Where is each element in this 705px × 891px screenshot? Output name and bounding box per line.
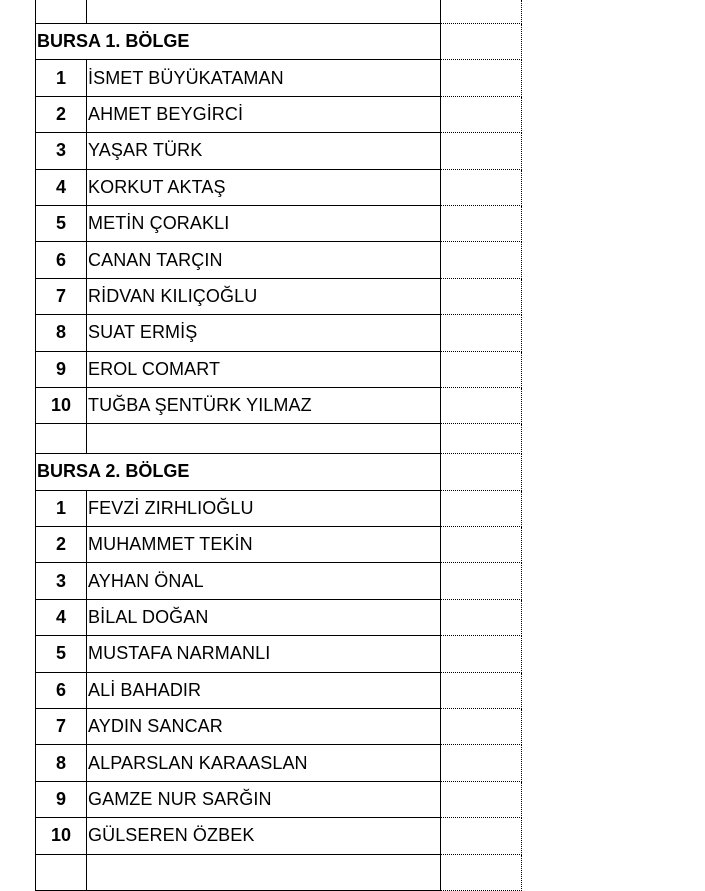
row-number: 7: [35, 279, 87, 315]
blank-extra-cell: [441, 279, 522, 315]
row-number: 3: [35, 563, 87, 599]
row-number: 5: [35, 636, 87, 672]
row-number: 7: [35, 709, 87, 745]
blank-extra-cell: [441, 315, 522, 351]
blank-extra-cell: [441, 527, 522, 563]
blank-row-separator: [35, 424, 522, 454]
table-row: [35, 60, 522, 96]
candidate-name: METİN ÇORAKLI: [87, 206, 441, 242]
candidate-list-sheet: [35, 0, 522, 891]
table-row: [35, 636, 522, 672]
candidate-name: BİLAL DOĞAN: [87, 600, 441, 636]
row-number: 6: [35, 242, 87, 278]
candidate-name: İSMET BÜYÜKATAMAN: [87, 60, 441, 96]
table-row: [35, 563, 522, 599]
blank-extra-cell: [441, 133, 522, 169]
candidate-name: GAMZE NUR SARĞIN: [87, 782, 441, 818]
row-number: 1: [35, 491, 87, 527]
blank-row-top: [35, 0, 522, 24]
row-number: 5: [35, 206, 87, 242]
blank-extra-cell: [441, 454, 522, 490]
blank-extra-cell: [441, 709, 522, 745]
blank-extra-cell: [441, 424, 522, 454]
table-row: [35, 279, 522, 315]
row-number: 2: [35, 97, 87, 133]
blank-number-cell: [35, 855, 87, 891]
section-header-bursa-2: [35, 454, 522, 490]
blank-row-bottom: [35, 855, 522, 891]
blank-name-cell: [87, 424, 441, 454]
blank-extra-cell: [441, 636, 522, 672]
table-row: [35, 782, 522, 818]
row-number: 9: [35, 782, 87, 818]
section-title: BURSA 2. BÖLGE: [35, 454, 441, 490]
table-row: [35, 600, 522, 636]
candidate-name: KORKUT AKTAŞ: [87, 170, 441, 206]
blank-extra-cell: [441, 855, 522, 891]
candidate-name: YAŞAR TÜRK: [87, 133, 441, 169]
row-number: 4: [35, 170, 87, 206]
row-number: 8: [35, 745, 87, 781]
candidate-name: ALİ BAHADIR: [87, 673, 441, 709]
blank-extra-cell: [441, 600, 522, 636]
table-row: [35, 709, 522, 745]
blank-extra-cell: [441, 673, 522, 709]
table-row: [35, 133, 522, 169]
table-row: [35, 242, 522, 278]
blank-extra-cell: [441, 491, 522, 527]
row-number: 10: [35, 388, 87, 424]
blank-extra-cell: [441, 206, 522, 242]
candidate-name: AHMET BEYGİRCİ: [87, 97, 441, 133]
section-header-bursa-1: [35, 24, 522, 60]
candidate-name: EROL COMART: [87, 352, 441, 388]
blank-number-cell: [35, 0, 87, 24]
candidate-name: FEVZİ ZIRHLIOĞLU: [87, 491, 441, 527]
table-row: [35, 170, 522, 206]
table-row: [35, 673, 522, 709]
table-row: [35, 745, 522, 781]
row-number: 3: [35, 133, 87, 169]
blank-extra-cell: [441, 563, 522, 599]
blank-number-cell: [35, 424, 87, 454]
candidate-name: AYDIN SANCAR: [87, 709, 441, 745]
table-row: [35, 388, 522, 424]
table-row: [35, 491, 522, 527]
section-title: BURSA 1. BÖLGE: [35, 24, 441, 60]
table-row: [35, 527, 522, 563]
blank-name-cell: [87, 855, 441, 891]
row-number: 4: [35, 600, 87, 636]
candidate-name: TUĞBA ŞENTÜRK YILMAZ: [87, 388, 441, 424]
blank-extra-cell: [441, 24, 522, 60]
row-number: 6: [35, 673, 87, 709]
blank-name-cell: [87, 0, 441, 24]
row-number: 8: [35, 315, 87, 351]
blank-extra-cell: [441, 818, 522, 854]
row-number: 9: [35, 352, 87, 388]
candidate-name: CANAN TARÇIN: [87, 242, 441, 278]
table-row: [35, 352, 522, 388]
blank-extra-cell: [441, 782, 522, 818]
candidate-name: GÜLSEREN ÖZBEK: [87, 818, 441, 854]
blank-extra-cell: [441, 388, 522, 424]
blank-extra-cell: [441, 352, 522, 388]
candidate-name: RİDVAN KILIÇOĞLU: [87, 279, 441, 315]
candidate-name: SUAT ERMİŞ: [87, 315, 441, 351]
blank-extra-cell: [441, 97, 522, 133]
blank-extra-cell: [441, 242, 522, 278]
blank-extra-cell: [441, 60, 522, 96]
row-number: 2: [35, 527, 87, 563]
table-row: [35, 206, 522, 242]
table-row: [35, 818, 522, 854]
blank-extra-cell: [441, 745, 522, 781]
candidate-name: MUSTAFA NARMANLI: [87, 636, 441, 672]
table-row: [35, 97, 522, 133]
candidate-name: MUHAMMET TEKİN: [87, 527, 441, 563]
row-number: 1: [35, 60, 87, 96]
candidate-name: ALPARSLAN KARAASLAN: [87, 745, 441, 781]
table-row: [35, 315, 522, 351]
row-number: 10: [35, 818, 87, 854]
blank-extra-cell: [441, 170, 522, 206]
candidate-name: AYHAN ÖNAL: [87, 563, 441, 599]
blank-extra-cell: [441, 0, 522, 24]
